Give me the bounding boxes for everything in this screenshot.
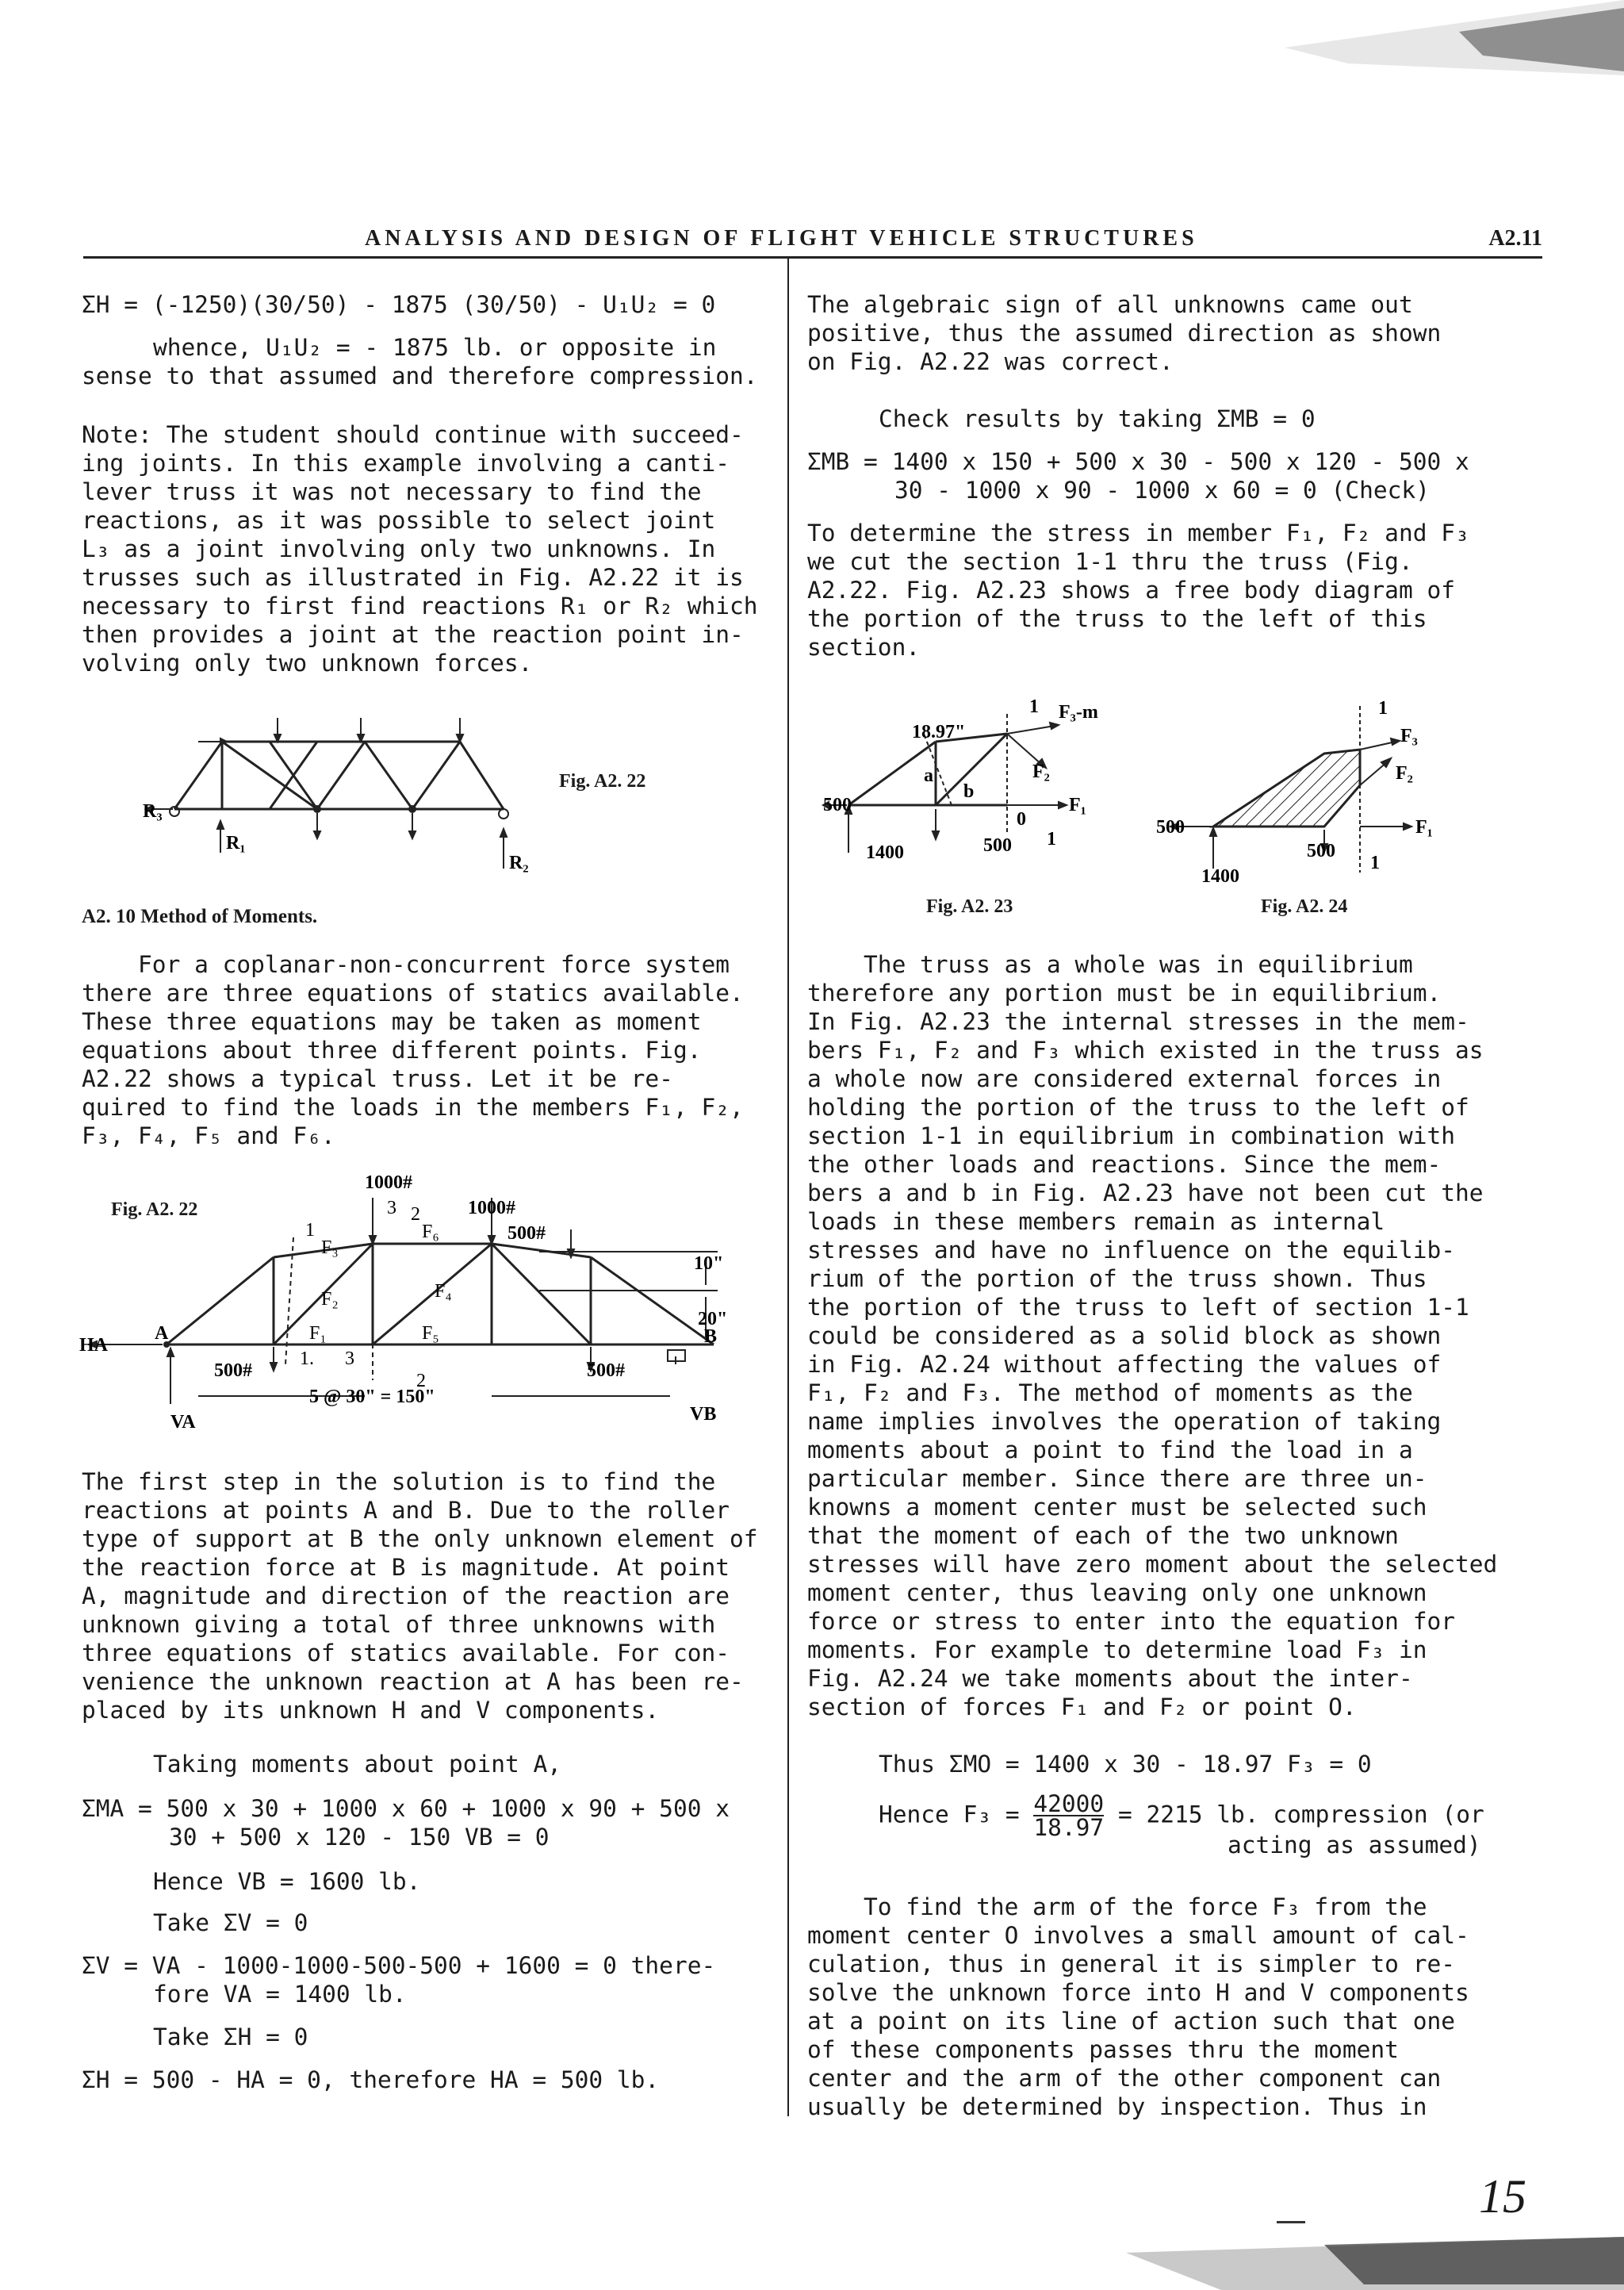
text-line: The truss as a whole was in equilibrium bbox=[807, 951, 1413, 978]
fraction bbox=[1033, 1790, 1105, 1841]
text-line: a whole now are considered external forces in bbox=[807, 1065, 1442, 1092]
section-reference: A2.11 bbox=[1488, 226, 1542, 251]
left-taking-moments: Taking moments about point A, bbox=[153, 1751, 562, 1778]
text-line: there are three equations of statics available. bbox=[82, 980, 744, 1007]
label-f2: F₂ bbox=[1032, 761, 1050, 782]
label-load-1000-left: 1000# bbox=[365, 1172, 412, 1193]
right-eq-mb-2: 30 - 1000 x 90 - 1000 x 60 = 0 (Check) bbox=[894, 477, 1430, 504]
text-line: then provides a joint at the reaction point in- bbox=[82, 621, 744, 648]
label-load-500-bottom-left: 500# bbox=[214, 1360, 252, 1381]
column-divider bbox=[787, 256, 789, 2116]
label-load-500-top: 500# bbox=[508, 1223, 546, 1244]
text-line: the other loads and reactions. Since the mem- bbox=[807, 1151, 1442, 1178]
left-eq-ma-2: 30 + 500 x 120 - 150 VB = 0 bbox=[169, 1824, 550, 1851]
label-a: A bbox=[155, 1323, 169, 1344]
text-line: The first step in the solution is to find the bbox=[82, 1468, 716, 1495]
text-line: section 1-1 in equilibrium in combination with bbox=[807, 1122, 1455, 1149]
text-line: bers F₁, F₂ and F₃ which existed in the truss as bbox=[807, 1037, 1484, 1064]
label-f1: F₁ bbox=[1415, 817, 1433, 838]
label-vb: VB bbox=[690, 1404, 717, 1425]
text-line: the portion of the truss to the left of this bbox=[807, 605, 1427, 632]
text-line: that the moment of each of the two unknown bbox=[807, 1522, 1399, 1549]
label-dim-10: 10" bbox=[694, 1253, 724, 1274]
text-line: three equations of statics available. For con- bbox=[82, 1640, 730, 1667]
text-line: bers a and b in Fig. A2.23 have not been cut the bbox=[807, 1180, 1484, 1206]
left-eq-v-1: ΣV = VA - 1000-1000-500-500 + 1600 = 0 there- bbox=[82, 1952, 716, 1979]
figure-free-body-truss bbox=[825, 690, 1166, 873]
text-line: quired to find the loads in the members F₁, F₂, bbox=[82, 1094, 744, 1121]
fraction-denominator: 18.97 bbox=[1033, 1814, 1105, 1841]
label-f3: F₃ bbox=[321, 1237, 339, 1258]
label-f3: F₃ bbox=[1400, 726, 1418, 746]
label-span: 5 @ 30" = 150" bbox=[309, 1387, 435, 1407]
text-line: Note: The student should continue with succeed- bbox=[82, 421, 744, 448]
label-reaction-1400: 1400 bbox=[1201, 866, 1239, 887]
label-va: VA bbox=[170, 1412, 196, 1433]
text-line: A2.22. Fig. A2.23 shows a free body diagram of bbox=[807, 577, 1455, 604]
book-title: ANALYSIS AND DESIGN OF FLIGHT VEHICLE STRUCTURES bbox=[365, 226, 1198, 251]
label-section-1-top: 1 bbox=[1378, 698, 1388, 719]
label-reaction-1400: 1400 bbox=[866, 842, 904, 863]
label-load-500-bottom: 500 bbox=[983, 835, 1012, 856]
label-f3-m: F₃-m bbox=[1059, 702, 1098, 723]
label-load-500-bottom: 500 bbox=[1307, 841, 1335, 861]
label-f2: F₂ bbox=[321, 1289, 339, 1310]
text-line: type of support at B the only unknown element of bbox=[82, 1525, 758, 1552]
text-line: L₃ as a joint involving only two unknowns. In bbox=[82, 535, 716, 562]
left-eq-ma-1: ΣMA = 500 x 30 + 1000 x 60 + 1000 x 90 + 500 x bbox=[82, 1795, 730, 1822]
text-line: reactions, as it was possible to select joint bbox=[82, 507, 716, 534]
left-take-sum-h: Take ΣH = 0 bbox=[153, 2023, 308, 2050]
right-intro-paragraph bbox=[807, 290, 1441, 376]
text-line: particular member. Since there are three un- bbox=[807, 1465, 1427, 1492]
left-eq-h: ΣH = 500 - HA = 0, therefore HA = 500 lb. bbox=[82, 2066, 660, 2093]
text-line: necessary to first find reactions R₁ or R₂ which bbox=[82, 593, 758, 619]
text-line: placed by its unknown H and V components. bbox=[82, 1697, 660, 1724]
text-line: ing joints. In this example involving a canti- bbox=[82, 450, 730, 477]
text-line: moment center, thus leaving only one unknown bbox=[807, 1579, 1427, 1606]
label-load-500-left: 500 bbox=[823, 795, 852, 815]
text-line: center and the arm of the other component can bbox=[807, 2065, 1442, 2092]
label-load-1000-right: 1000# bbox=[468, 1198, 515, 1218]
figure-solid-block bbox=[1156, 690, 1499, 888]
label-node-3: 3 bbox=[387, 1198, 396, 1218]
text-line: at a point on its line of action such that one bbox=[807, 2008, 1455, 2035]
text-line: equations about three different points. Fig. bbox=[82, 1037, 702, 1064]
handwritten-page-number: 15 bbox=[1479, 2170, 1526, 2223]
text-line: section. bbox=[807, 634, 921, 661]
right-hence-f3-continued: acting as assumed) bbox=[1228, 1832, 1481, 1858]
text-line: Fig. A2.24 we take moments about the inter- bbox=[807, 1665, 1413, 1692]
text-line: unknown giving a total of three unknowns with bbox=[82, 1611, 716, 1638]
label-f4: F₄ bbox=[435, 1281, 452, 1302]
label-node-2-bottom: 2 bbox=[416, 1371, 426, 1391]
left-note-paragraph bbox=[82, 420, 758, 677]
label-section-1-bottom: 1 bbox=[1047, 829, 1056, 850]
label-node-2: 2 bbox=[411, 1204, 420, 1225]
text-line: venience the unknown reaction at A has been re- bbox=[82, 1668, 744, 1695]
right-paragraph-section bbox=[807, 519, 1469, 662]
text-line: trusses such as illustrated in Fig. A2.22 it is bbox=[82, 564, 744, 591]
label-r2: R₂ bbox=[509, 853, 529, 873]
hence-f3-result: = 2215 lb. compression (or bbox=[1117, 1801, 1484, 1828]
right-paragraph-arm bbox=[807, 1893, 1469, 2121]
text-line: knowns a moment center must be selected such bbox=[807, 1494, 1427, 1521]
text-line: culation, thus in general it is simpler to re- bbox=[807, 1951, 1455, 1977]
label-f2: F₂ bbox=[1396, 763, 1413, 784]
text-line: F₃, F₄, F₅ and F₆. bbox=[82, 1122, 335, 1149]
right-eq-mb-1: ΣMB = 1400 x 150 + 500 x 30 - 500 x 120 - 500 x bbox=[807, 448, 1469, 475]
figure-caption: Fig. A2. 24 bbox=[1261, 896, 1348, 917]
label-r1: R₁ bbox=[226, 833, 246, 853]
text-line: volving only two unknown forces. bbox=[82, 650, 533, 677]
text-line: in Fig. A2.24 without affecting the values of bbox=[807, 1351, 1442, 1378]
text-line: the reaction force at B is magnitude. At point bbox=[82, 1554, 730, 1581]
text-line: A2.22 shows a typical truss. Let it be re- bbox=[82, 1065, 673, 1092]
text-line: To find the arm of the force F₃ from the bbox=[807, 1893, 1427, 1920]
left-hence-vb: Hence VB = 1600 lb. bbox=[153, 1868, 421, 1895]
left-paragraph-method bbox=[82, 950, 744, 1150]
text-line: moments. For example to determine load F₃ in bbox=[807, 1636, 1427, 1663]
figure-truss-simple bbox=[143, 698, 555, 888]
text-line: section of forces F₁ and F₂ or point O. bbox=[807, 1694, 1357, 1720]
label-f5: F₅ bbox=[422, 1323, 439, 1344]
text-line: holding the portion of the truss to the left of bbox=[807, 1094, 1469, 1121]
text-line: therefore any portion must be in equilibrium. bbox=[807, 980, 1442, 1007]
left-take-sum-v: Take ΣV = 0 bbox=[153, 1909, 308, 1936]
text-line: reactions at points A and B. Due to the roller bbox=[82, 1497, 730, 1524]
text-line: name implies involves the operation of taking bbox=[807, 1408, 1442, 1435]
text-line: solve the unknown force into H and V components bbox=[807, 1979, 1469, 2006]
label-f1: F₁ bbox=[309, 1323, 327, 1344]
label-b: B bbox=[704, 1326, 718, 1347]
section-heading: A2. 10 Method of Moments. bbox=[82, 906, 318, 927]
label-point-o: 0 bbox=[1017, 809, 1026, 830]
figure-caption: Fig. A2. 22 bbox=[111, 1199, 198, 1220]
text-line: moment center O involves a small amount of cal- bbox=[807, 1922, 1469, 1949]
label-member-b: b bbox=[963, 781, 975, 802]
left-eq-sum-h: ΣH = (-1250)(30/50) - 1875 (30/50) - U₁U₂ = 0 bbox=[82, 291, 716, 318]
scan-artifact-bottom bbox=[1126, 2237, 1624, 2290]
label-node-3-bottom: 3 bbox=[345, 1348, 354, 1369]
label-node-1-bottom: 1. bbox=[300, 1348, 314, 1369]
figure-caption: Fig. A2. 22 bbox=[559, 771, 646, 792]
text-line: usually be determined by inspection. Thus in bbox=[807, 2093, 1427, 2120]
text-line: In Fig. A2.23 the internal stresses in the mem- bbox=[807, 1008, 1469, 1035]
text-line: force or stress to enter into the equation for bbox=[807, 1608, 1455, 1635]
text-line: moments about a point to find the load in a bbox=[807, 1437, 1413, 1463]
text-line: F₁, F₂ and F₃. The method of moments as the bbox=[807, 1379, 1413, 1406]
label-r3: R₃ bbox=[143, 801, 163, 822]
right-paragraph-equilibrium bbox=[807, 950, 1497, 1721]
right-eq-mo: Thus ΣMO = 1400 x 30 - 18.97 F₃ = 0 bbox=[879, 1751, 1372, 1778]
text-line: A, magnitude and direction of the reaction are bbox=[82, 1582, 730, 1609]
text-line: stresses will have zero moment about the selected bbox=[807, 1551, 1498, 1578]
figure-truss-detailed bbox=[79, 1166, 777, 1444]
left-whence-2: sense to that assumed and therefore compression. bbox=[82, 362, 758, 389]
text-line: could be considered as a solid block as shown bbox=[807, 1322, 1442, 1349]
label-f6: F₆ bbox=[422, 1222, 439, 1242]
left-paragraph-reactions bbox=[82, 1467, 758, 1724]
scan-mark bbox=[1277, 2221, 1305, 2223]
right-check-text: Check results by taking ΣMB = 0 bbox=[879, 405, 1316, 432]
text-line: we cut the section 1-1 thru the truss (Fig. bbox=[807, 548, 1413, 575]
label-node-1: 1 bbox=[305, 1220, 315, 1241]
label-ha: HA bbox=[79, 1335, 108, 1356]
label-load-500-bottom-right: 500# bbox=[587, 1360, 625, 1381]
text-line: rium of the portion of the truss shown. Thus bbox=[807, 1265, 1427, 1292]
label-arm-length: 18.97" bbox=[912, 722, 966, 742]
text-line: The algebraic sign of all unknowns came out bbox=[807, 291, 1413, 318]
text-line: of these components passes thru the moment bbox=[807, 2036, 1399, 2063]
left-whence-1: whence, U₁U₂ = - 1875 lb. or opposite in bbox=[153, 334, 717, 361]
figure-caption: Fig. A2. 23 bbox=[926, 896, 1013, 917]
fraction-numerator: 42000 bbox=[1033, 1790, 1105, 1817]
label-f1: F₁ bbox=[1069, 795, 1086, 815]
text-line: These three equations may be taken as moment bbox=[82, 1008, 702, 1035]
label-load-500-left: 500 bbox=[1156, 817, 1185, 838]
text-line: For a coplanar-non-concurrent force system bbox=[82, 951, 730, 978]
label-section-1-bottom: 1 bbox=[1370, 853, 1380, 873]
text-line: on Fig. A2.22 was correct. bbox=[807, 348, 1174, 375]
text-line: lever truss it was not necessary to find the bbox=[82, 478, 702, 505]
hence-f3-prefix: Hence F₃ = bbox=[879, 1801, 1020, 1828]
text-line: To determine the stress in member F₁, F₂ and F₃ bbox=[807, 520, 1469, 547]
left-eq-v-2: fore VA = 1400 lb. bbox=[153, 1981, 407, 2008]
text-line: loads in these members remain as internal bbox=[807, 1208, 1385, 1235]
scan-artifact-top bbox=[1221, 0, 1624, 87]
running-header bbox=[83, 226, 1542, 259]
text-line: the portion of the truss to left of section 1-1 bbox=[807, 1294, 1469, 1321]
label-section-1-top: 1 bbox=[1029, 696, 1039, 717]
text-line: stresses and have no influence on the equilib- bbox=[807, 1237, 1455, 1264]
label-dim-20: 20" bbox=[698, 1309, 728, 1329]
label-member-a: a bbox=[924, 765, 933, 786]
text-line: positive, thus the assumed direction as shown bbox=[807, 320, 1442, 347]
